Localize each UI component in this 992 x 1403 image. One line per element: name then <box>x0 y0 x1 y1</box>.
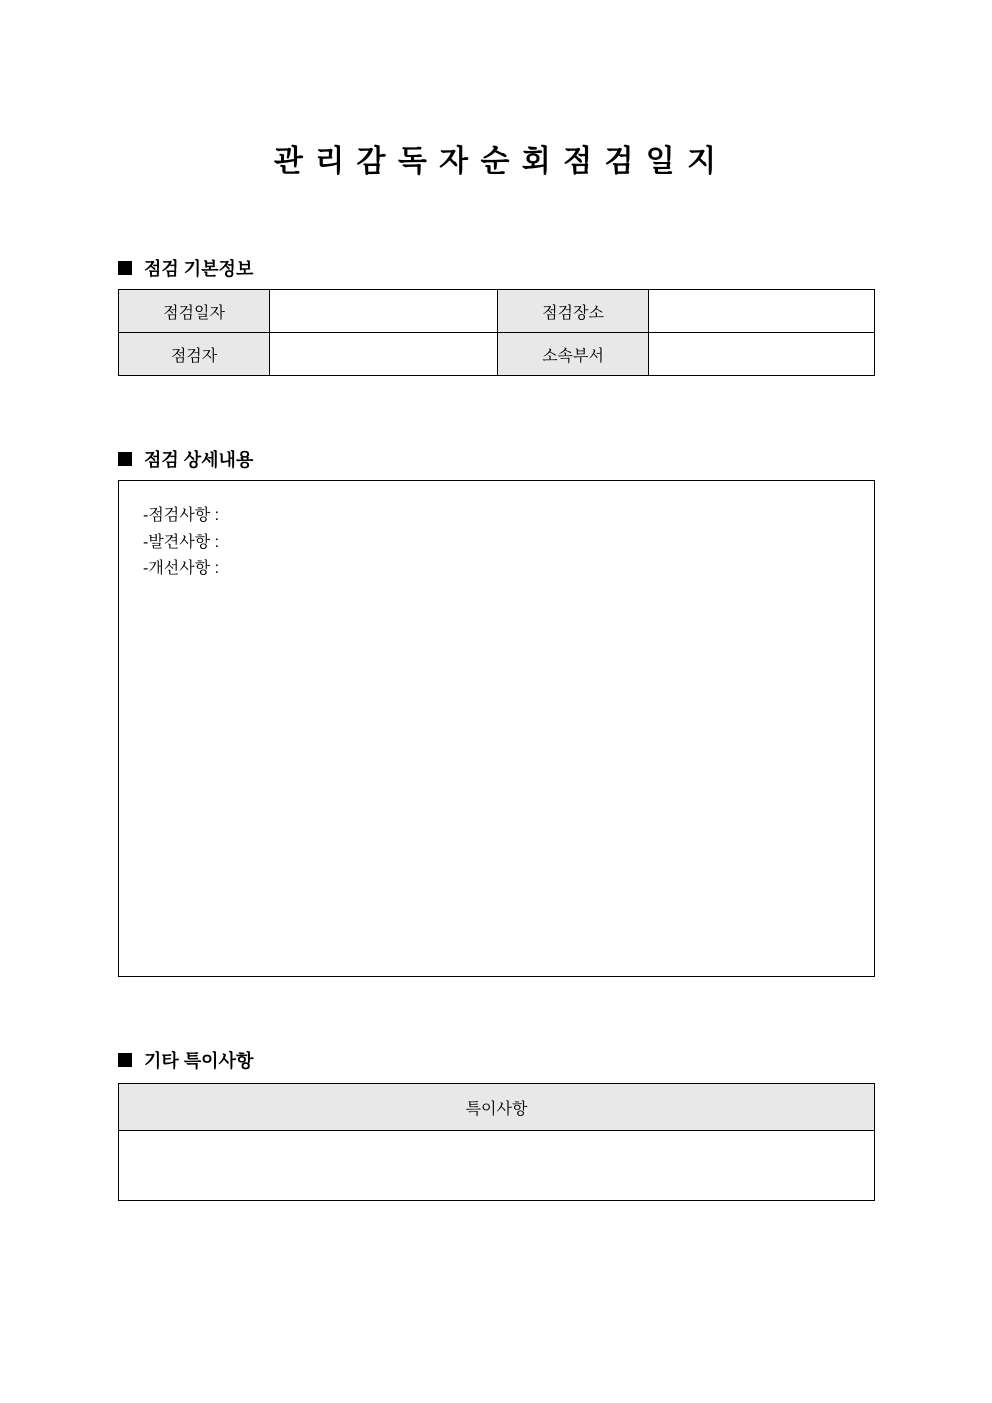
section-header-basic <box>118 255 253 281</box>
detail-line-improvements: -개선사항 : <box>143 560 220 577</box>
remarks-field[interactable] <box>119 1131 875 1201</box>
place-label: 점검장소 <box>498 290 649 333</box>
detail-line-inspection: -점검사항 : <box>143 507 220 524</box>
page-title: 관 리 감 독 자 순 회 점 검 일 지 <box>273 145 719 178</box>
basic-info-table <box>118 289 875 376</box>
other-table <box>118 1083 875 1201</box>
date-field[interactable] <box>270 290 498 333</box>
square-bullet-icon <box>118 452 132 466</box>
dept-field[interactable] <box>649 333 875 376</box>
date-label: 점검일자 <box>119 290 270 333</box>
section-title: 기타 특이사항 <box>144 1051 254 1071</box>
detail-box[interactable] <box>118 480 875 977</box>
square-bullet-icon <box>118 1053 132 1067</box>
place-field[interactable] <box>649 290 875 333</box>
section-title: 점검 기본정보 <box>144 259 254 279</box>
section-header-detail <box>118 446 253 472</box>
dept-label: 소속부서 <box>498 333 649 376</box>
section-title: 점검 상세내용 <box>144 450 254 470</box>
remarks-header: 특이사항 <box>119 1084 875 1131</box>
square-bullet-icon <box>118 261 132 275</box>
detail-line-findings: -발견사항 : <box>143 534 220 551</box>
inspector-label: 점검자 <box>119 333 270 376</box>
inspector-field[interactable] <box>270 333 498 376</box>
section-header-other <box>118 1047 253 1073</box>
